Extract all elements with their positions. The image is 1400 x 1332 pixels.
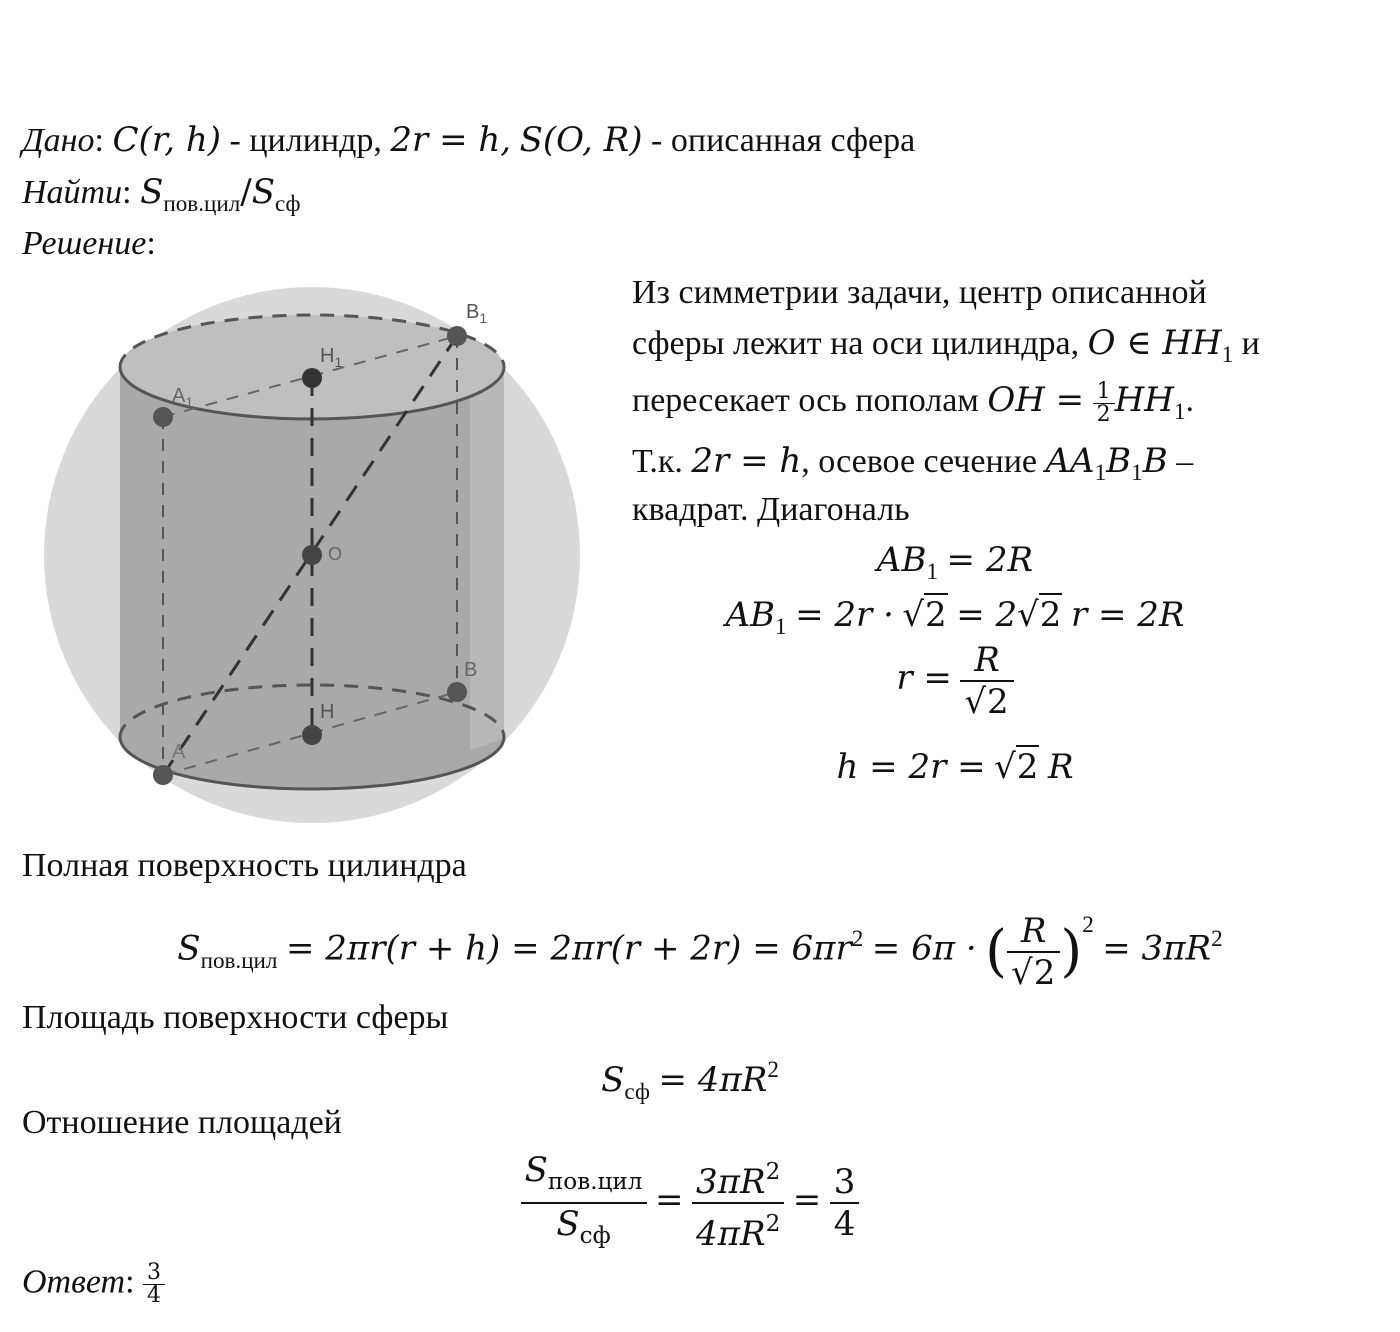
point-b xyxy=(447,682,467,702)
symmetry-line-3: пересекает ось пополам OH = $\frac{1}{2}$ $HH_1$. xyxy=(632,378,1195,427)
given-condition: 2r = h, xyxy=(390,120,512,160)
find-s: S xyxy=(140,172,164,212)
section-line-2: квадрат. Диагональ xyxy=(632,491,910,528)
answer-label: Ответ xyxy=(22,1263,126,1301)
label-a: A xyxy=(172,741,186,763)
cylinder-args: (r, h) xyxy=(138,120,222,160)
given-colon: : xyxy=(94,122,104,159)
sphere-text: - описанная сфера xyxy=(651,122,916,159)
point-h xyxy=(302,725,322,745)
label-a1: $A_1$ xyxy=(172,385,194,410)
cylinder-text: - цилиндр, xyxy=(229,122,382,159)
solution-label: Решение xyxy=(22,225,147,262)
point-b1 xyxy=(447,326,467,346)
symmetry-text-2: сферы лежит на оси цилиндра, xyxy=(632,325,1080,362)
symmetry-text-1: Из симметрии задачи, центр описанной xyxy=(632,274,1207,311)
point-h1 xyxy=(302,368,322,388)
find-line xyxy=(22,172,301,224)
equation-2: $AB_1 = 2r \cdot √2 = 2√2$ r = 2R xyxy=(725,595,1185,641)
equation-1: $AB_1 = 2R$ xyxy=(876,540,1034,586)
find-sub-cyl: пов.цил xyxy=(163,191,241,218)
label-h: H xyxy=(320,701,335,723)
sphere-args: (O, R) xyxy=(542,120,643,160)
solution-line xyxy=(22,224,156,264)
half-fraction: $\frac{1}{2}$ xyxy=(1093,381,1115,426)
find-colon: : xyxy=(122,174,132,211)
point-a xyxy=(153,765,173,785)
label-b1: $B_1$ xyxy=(466,301,488,326)
full-surface-heading: Полная поверхность цилиндра xyxy=(22,847,467,884)
section-line-1: Т.к. 2r = h, осевое сечение $AA_1B_1B$ – xyxy=(632,441,1194,487)
symmetry-text-3: пересекает ось пополам xyxy=(632,382,979,419)
sphere-symbol: S xyxy=(519,120,543,160)
answer-fraction: $\frac{3}{4}$ xyxy=(143,1262,165,1307)
symmetry-line-2: сферы лежит на оси цилиндра, O ∈ $HH_1$ и xyxy=(632,323,1260,369)
full-surface-equation: $S_{пов.цил} = 2\pi r(r + h) = 2\pi r(r + 2r) = 6\pi r^2 = 6\pi$ · ( $\frac{R}{√2}$ )$^2 = 3\pi R^2$ xyxy=(177,910,1223,993)
cylinder-in-sphere-figure xyxy=(30,280,600,840)
sphere-surface-equation: $S_{сф} = 4\pi R^2$ xyxy=(601,1057,779,1105)
find-sub-sph: сф xyxy=(275,191,301,218)
equation-3: r = $\frac{R}{√2}$ xyxy=(760,640,1150,722)
cylinder-symbol: C xyxy=(112,120,139,160)
find-slash: / xyxy=(240,172,252,212)
ratio-equation: $\frac{S_{пов.цил}}{S_{сф}}$ = $\frac{3\pi R^2}{4\pi R^2}$ = $\frac{3}{4}$ xyxy=(440,1150,940,1256)
solution-colon: : xyxy=(146,225,156,262)
symmetry-line-1 xyxy=(632,273,1207,313)
given-label: Дано xyxy=(22,122,95,159)
answer-line: Ответ: $\frac{3}{4}$ xyxy=(22,1262,165,1307)
find-label: Найти xyxy=(22,174,123,211)
ratio-heading: Отношение площадей xyxy=(22,1104,342,1141)
label-o: O xyxy=(328,544,343,564)
sphere-surface-heading: Площадь поверхности сферы xyxy=(22,999,449,1036)
label-h1: $H_1$ xyxy=(320,345,343,370)
equation-4: h = 2r = √2 R xyxy=(836,747,1074,787)
find-s2: S xyxy=(251,172,276,212)
point-o xyxy=(302,545,322,565)
symmetry-math-1: O ∈ HH xyxy=(1087,323,1222,363)
point-a1 xyxy=(153,407,173,427)
label-b: B xyxy=(464,659,478,681)
given-line xyxy=(22,120,915,161)
